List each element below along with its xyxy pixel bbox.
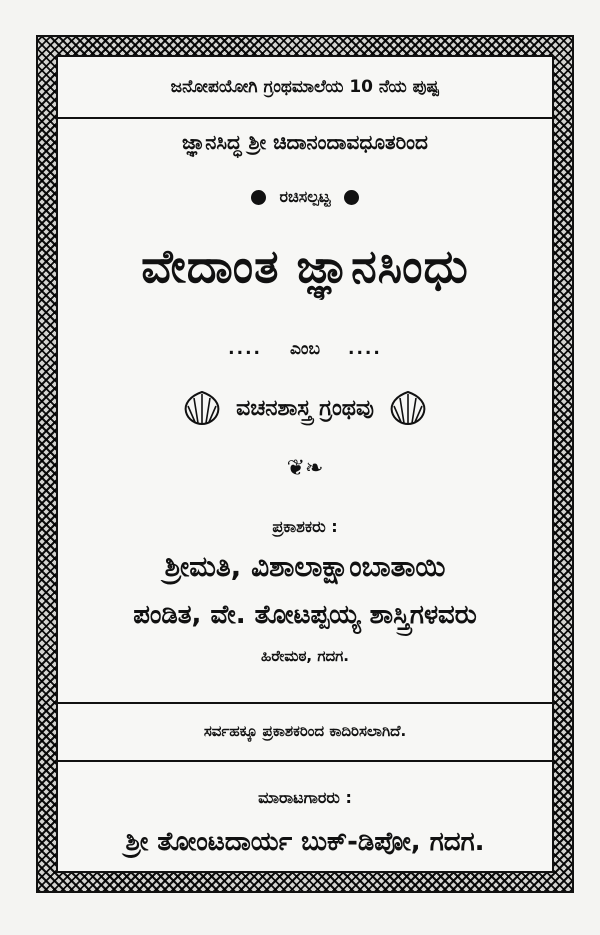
ornamental-border — [36, 35, 574, 893]
divider-rights-top — [58, 702, 552, 704]
publishers-label: ಪ್ರಕಾಶಕರು : — [272, 517, 338, 536]
sellers-label: ಮಾರಾಟಗಾರರು : — [258, 788, 352, 807]
page-panel — [56, 55, 554, 873]
bullet-right-icon — [344, 190, 359, 205]
emba-line — [58, 339, 552, 359]
book-title: ವೇದಾಂತ ಜ್ಞಾನಸಿಂಧು — [141, 239, 469, 293]
emba-text: ಎಂಬ — [290, 339, 320, 359]
subtitle-text: ವಚನಶಾಸ್ತ್ರ ಗ್ರಂಥವು — [236, 395, 374, 421]
fleuron-ornament-icon: ❦❧ — [286, 456, 324, 481]
divider-rights-bottom — [58, 760, 552, 762]
ellipsis-left: .... — [228, 339, 263, 359]
composed-text: ರಚಿಸಲ್ಪಟ್ಟ — [279, 187, 331, 206]
author-line: ಜ್ಞಾನಸಿದ್ಧ ಶ್ರೀ ಚಿದಾನಂದಾವಧೂತರಿಂದ — [182, 130, 428, 154]
publisher-2: ಪಂಡಿತ, ವೇ. ತೋಟಪ್ಪಯ್ಯ ಶಾಸ್ತ್ರಿಗಳವರು — [133, 600, 477, 630]
bullet-left-icon — [251, 190, 266, 205]
publisher-1: ಶ್ರೀಮತಿ, ವಿಶಾಲಾಕ್ಷಾಂಬಾತಾಯಿ — [164, 550, 446, 583]
ellipsis-right: .... — [347, 339, 382, 359]
series-line: ಜನೋಪಯೋಗಿ ಗ್ರಂಥಮಾಲೆಯ 10 ನೆಯ ಪುಷ್ಪ — [170, 77, 440, 97]
seller-name: ಶ್ರೀ ತೋಂಟದಾರ್ಯ ಬುಕ್-ಡಿಪೋ, ಗದಗ. — [125, 827, 485, 857]
subtitle-line — [58, 390, 552, 426]
rights-notice: ಸರ್ವಹಕ್ಕೂ ಪ್ರಕಾಶಕರಿಂದ ಕಾದಿರಿಸಲಾಗಿದೆ. — [203, 722, 407, 740]
shell-ornament-left-icon — [182, 390, 222, 426]
divider-top — [58, 117, 552, 119]
composed-line — [58, 187, 552, 207]
shell-ornament-right-icon — [388, 390, 428, 426]
publisher-place: ಹಿರೇಮಠ, ಗದಗ. — [261, 647, 349, 665]
